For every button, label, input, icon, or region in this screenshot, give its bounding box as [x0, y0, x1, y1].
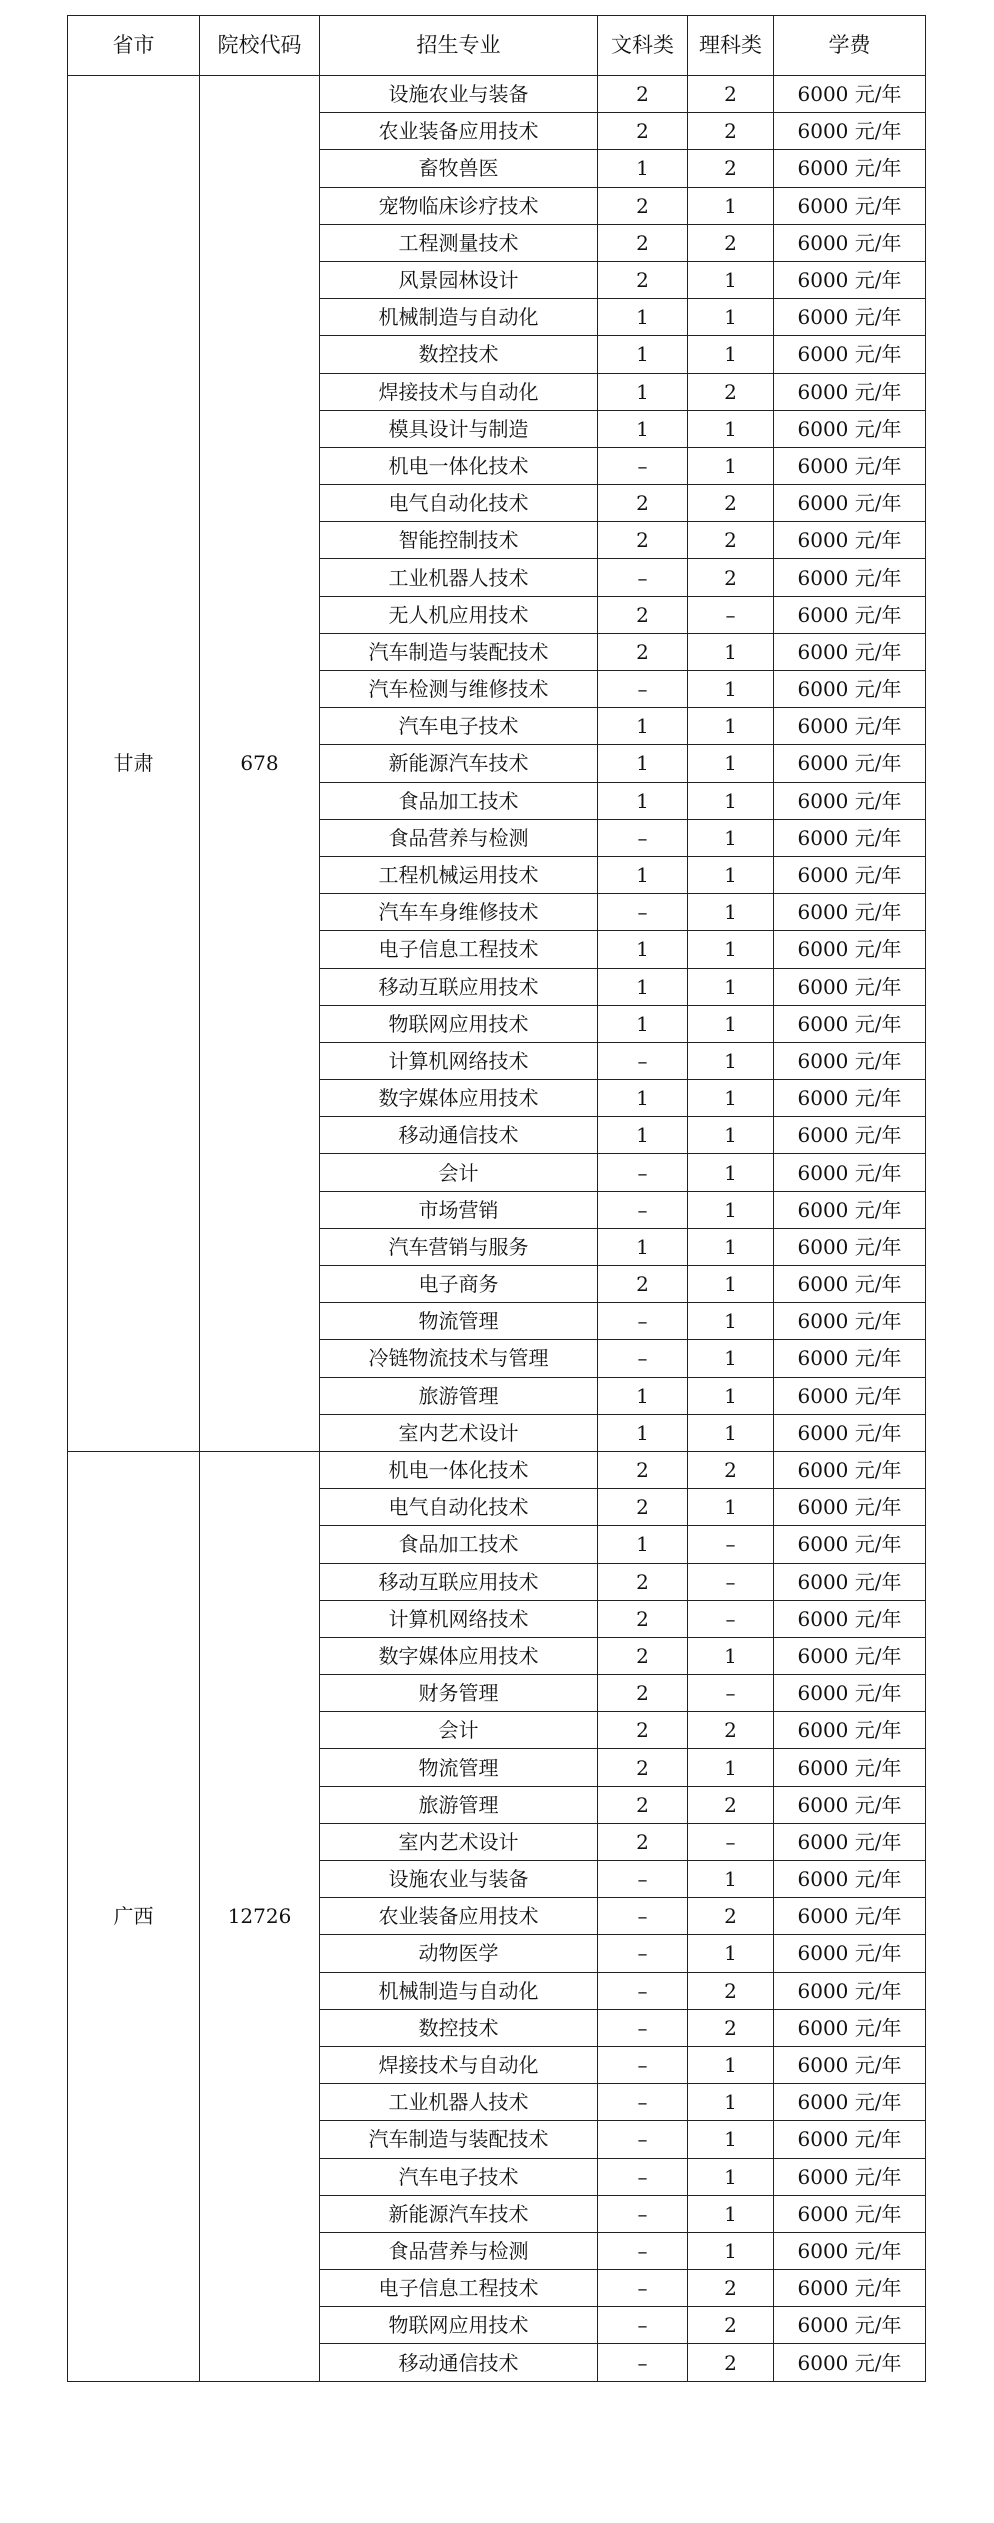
liberal-arts-quota-cell: 1 — [598, 336, 688, 373]
tuition-cell: 6000 元/年 — [774, 1154, 926, 1191]
major-cell: 室内艺术设计 — [320, 1414, 598, 1451]
tuition-cell: 6000 元/年 — [774, 76, 926, 113]
province-cell: 广西 — [68, 1451, 200, 2381]
major-cell: 汽车制造与装配技术 — [320, 2121, 598, 2158]
major-cell: 工业机器人技术 — [320, 2084, 598, 2121]
liberal-arts-quota-cell: 2 — [598, 187, 688, 224]
major-cell: 移动互联应用技术 — [320, 968, 598, 1005]
tuition-cell: 6000 元/年 — [774, 410, 926, 447]
science-quota-cell: 2 — [688, 522, 774, 559]
tuition-cell: 6000 元/年 — [774, 1117, 926, 1154]
liberal-arts-quota-cell: 1 — [598, 373, 688, 410]
tuition-cell: 6000 元/年 — [774, 1191, 926, 1228]
major-cell: 室内艺术设计 — [320, 1823, 598, 1860]
tuition-cell: 6000 元/年 — [774, 373, 926, 410]
major-cell: 物流管理 — [320, 1303, 598, 1340]
liberal-arts-quota-cell: 2 — [598, 633, 688, 670]
liberal-arts-quota-cell: 1 — [598, 1228, 688, 1265]
liberal-arts-quota-cell: – — [598, 1154, 688, 1191]
major-cell: 计算机网络技术 — [320, 1600, 598, 1637]
liberal-arts-quota-cell: 1 — [598, 299, 688, 336]
science-quota-cell: 1 — [688, 1228, 774, 1265]
science-quota-cell: 1 — [688, 856, 774, 893]
tuition-cell: 6000 元/年 — [774, 633, 926, 670]
science-quota-cell: 1 — [688, 671, 774, 708]
science-quota-cell: – — [688, 1526, 774, 1563]
table-row — [68, 1451, 926, 1488]
tuition-cell: 6000 元/年 — [774, 485, 926, 522]
liberal-arts-quota-cell: 1 — [598, 745, 688, 782]
major-cell: 电子信息工程技术 — [320, 931, 598, 968]
major-cell: 工业机器人技术 — [320, 559, 598, 596]
tuition-cell: 6000 元/年 — [774, 782, 926, 819]
science-quota-cell: 2 — [688, 2009, 774, 2046]
tuition-cell: 6000 元/年 — [774, 1414, 926, 1451]
major-cell: 新能源汽车技术 — [320, 2195, 598, 2232]
science-quota-cell: 2 — [688, 1712, 774, 1749]
major-cell: 会计 — [320, 1712, 598, 1749]
science-quota-cell: 1 — [688, 2121, 774, 2158]
header-liberal-arts: 文科类 — [598, 16, 688, 76]
major-cell: 机械制造与自动化 — [320, 299, 598, 336]
major-cell: 焊接技术与自动化 — [320, 373, 598, 410]
major-cell: 物联网应用技术 — [320, 1005, 598, 1042]
liberal-arts-quota-cell: 2 — [598, 522, 688, 559]
liberal-arts-quota-cell: – — [598, 1861, 688, 1898]
science-quota-cell: 1 — [688, 1266, 774, 1303]
major-cell: 数控技术 — [320, 2009, 598, 2046]
table-body — [68, 76, 926, 2382]
science-quota-cell: 2 — [688, 76, 774, 113]
table-row — [68, 76, 926, 113]
liberal-arts-quota-cell: 1 — [598, 1526, 688, 1563]
science-quota-cell: 1 — [688, 1117, 774, 1154]
major-cell: 移动互联应用技术 — [320, 1563, 598, 1600]
liberal-arts-quota-cell: 1 — [598, 1005, 688, 1042]
major-cell: 旅游管理 — [320, 1786, 598, 1823]
header-science: 理科类 — [688, 16, 774, 76]
major-cell: 食品营养与检测 — [320, 819, 598, 856]
tuition-cell: 6000 元/年 — [774, 2121, 926, 2158]
tuition-cell: 6000 元/年 — [774, 113, 926, 150]
liberal-arts-quota-cell: 2 — [598, 1675, 688, 1712]
header-major: 招生专业 — [320, 16, 598, 76]
tuition-cell: 6000 元/年 — [774, 2344, 926, 2381]
science-quota-cell: 2 — [688, 2270, 774, 2307]
liberal-arts-quota-cell: 1 — [598, 1377, 688, 1414]
liberal-arts-quota-cell: – — [598, 447, 688, 484]
tuition-cell: 6000 元/年 — [774, 1340, 926, 1377]
science-quota-cell: 1 — [688, 708, 774, 745]
major-cell: 电气自动化技术 — [320, 485, 598, 522]
tuition-cell: 6000 元/年 — [774, 2009, 926, 2046]
science-quota-cell: 1 — [688, 2046, 774, 2083]
major-cell: 计算机网络技术 — [320, 1042, 598, 1079]
tuition-cell: 6000 元/年 — [774, 1266, 926, 1303]
science-quota-cell: 1 — [688, 1935, 774, 1972]
province-cell: 甘肃 — [68, 76, 200, 1452]
science-quota-cell: 1 — [688, 336, 774, 373]
major-cell: 设施农业与装备 — [320, 1861, 598, 1898]
liberal-arts-quota-cell: 2 — [598, 224, 688, 261]
tuition-cell: 6000 元/年 — [774, 2232, 926, 2269]
science-quota-cell: 1 — [688, 1005, 774, 1042]
liberal-arts-quota-cell: 1 — [598, 968, 688, 1005]
table-header — [68, 16, 926, 76]
tuition-cell: 6000 元/年 — [774, 1489, 926, 1526]
tuition-cell: 6000 元/年 — [774, 1861, 926, 1898]
science-quota-cell: 1 — [688, 410, 774, 447]
science-quota-cell: 2 — [688, 1898, 774, 1935]
liberal-arts-quota-cell: – — [598, 559, 688, 596]
major-cell: 汽车营销与服务 — [320, 1228, 598, 1265]
header-school-code: 院校代码 — [200, 16, 320, 76]
header-province: 省市 — [68, 16, 200, 76]
major-cell: 电气自动化技术 — [320, 1489, 598, 1526]
science-quota-cell: 2 — [688, 1786, 774, 1823]
tuition-cell: 6000 元/年 — [774, 671, 926, 708]
tuition-cell: 6000 元/年 — [774, 596, 926, 633]
major-cell: 设施农业与装备 — [320, 76, 598, 113]
major-cell: 模具设计与制造 — [320, 410, 598, 447]
science-quota-cell: 2 — [688, 485, 774, 522]
liberal-arts-quota-cell: 1 — [598, 150, 688, 187]
major-cell: 电子信息工程技术 — [320, 2270, 598, 2307]
science-quota-cell: 1 — [688, 1080, 774, 1117]
liberal-arts-quota-cell: 2 — [598, 1749, 688, 1786]
tuition-cell: 6000 元/年 — [774, 1712, 926, 1749]
major-cell: 物流管理 — [320, 1749, 598, 1786]
tuition-cell: 6000 元/年 — [774, 745, 926, 782]
science-quota-cell: 1 — [688, 1414, 774, 1451]
liberal-arts-quota-cell: – — [598, 1303, 688, 1340]
major-cell: 机械制造与自动化 — [320, 1972, 598, 2009]
liberal-arts-quota-cell: 2 — [598, 1823, 688, 1860]
science-quota-cell: 1 — [688, 1489, 774, 1526]
tuition-cell: 6000 元/年 — [774, 2158, 926, 2195]
tuition-cell: 6000 元/年 — [774, 1080, 926, 1117]
tuition-cell: 6000 元/年 — [774, 2270, 926, 2307]
tuition-cell: 6000 元/年 — [774, 856, 926, 893]
tuition-cell: 6000 元/年 — [774, 1563, 926, 1600]
science-quota-cell: 1 — [688, 1861, 774, 1898]
liberal-arts-quota-cell: – — [598, 671, 688, 708]
science-quota-cell: 2 — [688, 1972, 774, 2009]
liberal-arts-quota-cell: – — [598, 2270, 688, 2307]
major-cell: 食品营养与检测 — [320, 2232, 598, 2269]
major-cell: 汽车车身维修技术 — [320, 894, 598, 931]
major-cell: 智能控制技术 — [320, 522, 598, 559]
tuition-cell: 6000 元/年 — [774, 559, 926, 596]
science-quota-cell: – — [688, 1600, 774, 1637]
science-quota-cell: 1 — [688, 1637, 774, 1674]
science-quota-cell: 1 — [688, 633, 774, 670]
liberal-arts-quota-cell: 2 — [598, 1266, 688, 1303]
science-quota-cell: 1 — [688, 2158, 774, 2195]
liberal-arts-quota-cell: 1 — [598, 1080, 688, 1117]
tuition-cell: 6000 元/年 — [774, 931, 926, 968]
science-quota-cell: 1 — [688, 2232, 774, 2269]
tuition-cell: 6000 元/年 — [774, 1786, 926, 1823]
tuition-cell: 6000 元/年 — [774, 299, 926, 336]
tuition-cell: 6000 元/年 — [774, 1749, 926, 1786]
tuition-cell: 6000 元/年 — [774, 2084, 926, 2121]
major-cell: 冷链物流技术与管理 — [320, 1340, 598, 1377]
liberal-arts-quota-cell: 2 — [598, 1451, 688, 1488]
major-cell: 新能源汽车技术 — [320, 745, 598, 782]
major-cell: 财务管理 — [320, 1675, 598, 1712]
liberal-arts-quota-cell: – — [598, 1972, 688, 2009]
science-quota-cell: 1 — [688, 782, 774, 819]
science-quota-cell: 1 — [688, 894, 774, 931]
science-quota-cell: 1 — [688, 2084, 774, 2121]
science-quota-cell: 2 — [688, 373, 774, 410]
science-quota-cell: 2 — [688, 113, 774, 150]
science-quota-cell: 1 — [688, 1303, 774, 1340]
liberal-arts-quota-cell: – — [598, 1042, 688, 1079]
science-quota-cell: 1 — [688, 1042, 774, 1079]
science-quota-cell: 1 — [688, 1191, 774, 1228]
tuition-cell: 6000 元/年 — [774, 150, 926, 187]
major-cell: 机电一体化技术 — [320, 447, 598, 484]
liberal-arts-quota-cell: – — [598, 2344, 688, 2381]
major-cell: 风景园林设计 — [320, 261, 598, 298]
major-cell: 汽车检测与维修技术 — [320, 671, 598, 708]
tuition-cell: 6000 元/年 — [774, 1972, 926, 2009]
tuition-cell: 6000 元/年 — [774, 1451, 926, 1488]
science-quota-cell: – — [688, 596, 774, 633]
liberal-arts-quota-cell: – — [598, 1191, 688, 1228]
liberal-arts-quota-cell: 1 — [598, 1117, 688, 1154]
science-quota-cell: 1 — [688, 931, 774, 968]
tuition-cell: 6000 元/年 — [774, 1898, 926, 1935]
tuition-cell: 6000 元/年 — [774, 522, 926, 559]
tuition-cell: 6000 元/年 — [774, 2195, 926, 2232]
science-quota-cell: – — [688, 1675, 774, 1712]
tuition-cell: 6000 元/年 — [774, 187, 926, 224]
tuition-cell: 6000 元/年 — [774, 1675, 926, 1712]
liberal-arts-quota-cell: 2 — [598, 261, 688, 298]
tuition-cell: 6000 元/年 — [774, 1526, 926, 1563]
liberal-arts-quota-cell: 2 — [598, 1637, 688, 1674]
school-code-cell: 12726 — [200, 1451, 320, 2381]
tuition-cell: 6000 元/年 — [774, 1228, 926, 1265]
liberal-arts-quota-cell: – — [598, 894, 688, 931]
tuition-cell: 6000 元/年 — [774, 1935, 926, 1972]
tuition-cell: 6000 元/年 — [774, 894, 926, 931]
major-cell: 工程测量技术 — [320, 224, 598, 261]
science-quota-cell: 1 — [688, 1377, 774, 1414]
liberal-arts-quota-cell: – — [598, 2195, 688, 2232]
tuition-cell: 6000 元/年 — [774, 1637, 926, 1674]
liberal-arts-quota-cell: 1 — [598, 1414, 688, 1451]
major-cell: 旅游管理 — [320, 1377, 598, 1414]
major-cell: 市场营销 — [320, 1191, 598, 1228]
major-cell: 物联网应用技术 — [320, 2307, 598, 2344]
liberal-arts-quota-cell: 2 — [598, 485, 688, 522]
liberal-arts-quota-cell: 2 — [598, 1489, 688, 1526]
liberal-arts-quota-cell: – — [598, 2158, 688, 2195]
tuition-cell: 6000 元/年 — [774, 447, 926, 484]
major-cell: 无人机应用技术 — [320, 596, 598, 633]
tuition-cell: 6000 元/年 — [774, 336, 926, 373]
science-quota-cell: – — [688, 1823, 774, 1860]
liberal-arts-quota-cell: – — [598, 1340, 688, 1377]
header-tuition: 学费 — [774, 16, 926, 76]
major-cell: 数字媒体应用技术 — [320, 1080, 598, 1117]
tuition-cell: 6000 元/年 — [774, 708, 926, 745]
header-row — [68, 16, 926, 76]
major-cell: 移动通信技术 — [320, 2344, 598, 2381]
liberal-arts-quota-cell: – — [598, 2046, 688, 2083]
liberal-arts-quota-cell: – — [598, 2009, 688, 2046]
science-quota-cell: 2 — [688, 1451, 774, 1488]
tuition-cell: 6000 元/年 — [774, 819, 926, 856]
major-cell: 汽车电子技术 — [320, 708, 598, 745]
major-cell: 动物医学 — [320, 1935, 598, 1972]
tuition-cell: 6000 元/年 — [774, 2046, 926, 2083]
science-quota-cell: 1 — [688, 1749, 774, 1786]
tuition-cell: 6000 元/年 — [774, 968, 926, 1005]
liberal-arts-quota-cell: – — [598, 819, 688, 856]
science-quota-cell: 1 — [688, 2195, 774, 2232]
major-cell: 数控技术 — [320, 336, 598, 373]
liberal-arts-quota-cell: – — [598, 2121, 688, 2158]
tuition-cell: 6000 元/年 — [774, 1823, 926, 1860]
liberal-arts-quota-cell: 2 — [598, 113, 688, 150]
major-cell: 焊接技术与自动化 — [320, 2046, 598, 2083]
tuition-cell: 6000 元/年 — [774, 2307, 926, 2344]
liberal-arts-quota-cell: 2 — [598, 596, 688, 633]
major-cell: 工程机械运用技术 — [320, 856, 598, 893]
major-cell: 机电一体化技术 — [320, 1451, 598, 1488]
liberal-arts-quota-cell: 2 — [598, 76, 688, 113]
major-cell: 数字媒体应用技术 — [320, 1637, 598, 1674]
major-cell: 会计 — [320, 1154, 598, 1191]
school-code-cell: 678 — [200, 76, 320, 1452]
science-quota-cell: 2 — [688, 559, 774, 596]
liberal-arts-quota-cell: 1 — [598, 708, 688, 745]
science-quota-cell: 2 — [688, 224, 774, 261]
liberal-arts-quota-cell: 2 — [598, 1786, 688, 1823]
major-cell: 食品加工技术 — [320, 782, 598, 819]
liberal-arts-quota-cell: – — [598, 2084, 688, 2121]
liberal-arts-quota-cell: 1 — [598, 856, 688, 893]
tuition-cell: 6000 元/年 — [774, 1005, 926, 1042]
liberal-arts-quota-cell: 2 — [598, 1712, 688, 1749]
science-quota-cell: 2 — [688, 150, 774, 187]
major-cell: 汽车制造与装配技术 — [320, 633, 598, 670]
science-quota-cell: 1 — [688, 299, 774, 336]
major-cell: 农业装备应用技术 — [320, 1898, 598, 1935]
major-cell: 畜牧兽医 — [320, 150, 598, 187]
science-quota-cell: 2 — [688, 2344, 774, 2381]
tuition-cell: 6000 元/年 — [774, 224, 926, 261]
tuition-cell: 6000 元/年 — [774, 1042, 926, 1079]
enrollment-table — [67, 15, 926, 2382]
tuition-cell: 6000 元/年 — [774, 1600, 926, 1637]
liberal-arts-quota-cell: – — [598, 2232, 688, 2269]
science-quota-cell: 1 — [688, 745, 774, 782]
science-quota-cell: 1 — [688, 261, 774, 298]
science-quota-cell: 1 — [688, 968, 774, 1005]
liberal-arts-quota-cell: – — [598, 1898, 688, 1935]
science-quota-cell: 1 — [688, 819, 774, 856]
science-quota-cell: 1 — [688, 1154, 774, 1191]
liberal-arts-quota-cell: – — [598, 2307, 688, 2344]
science-quota-cell: – — [688, 1563, 774, 1600]
science-quota-cell: 1 — [688, 447, 774, 484]
liberal-arts-quota-cell: 1 — [598, 782, 688, 819]
liberal-arts-quota-cell: 2 — [598, 1600, 688, 1637]
major-cell: 汽车电子技术 — [320, 2158, 598, 2195]
science-quota-cell: 1 — [688, 1340, 774, 1377]
liberal-arts-quota-cell: 1 — [598, 931, 688, 968]
tuition-cell: 6000 元/年 — [774, 1377, 926, 1414]
major-cell: 农业装备应用技术 — [320, 113, 598, 150]
major-cell: 电子商务 — [320, 1266, 598, 1303]
tuition-cell: 6000 元/年 — [774, 1303, 926, 1340]
science-quota-cell: 2 — [688, 2307, 774, 2344]
liberal-arts-quota-cell: – — [598, 1935, 688, 1972]
tuition-cell: 6000 元/年 — [774, 261, 926, 298]
major-cell: 食品加工技术 — [320, 1526, 598, 1563]
major-cell: 宠物临床诊疗技术 — [320, 187, 598, 224]
liberal-arts-quota-cell: 1 — [598, 410, 688, 447]
science-quota-cell: 1 — [688, 187, 774, 224]
major-cell: 移动通信技术 — [320, 1117, 598, 1154]
liberal-arts-quota-cell: 2 — [598, 1563, 688, 1600]
